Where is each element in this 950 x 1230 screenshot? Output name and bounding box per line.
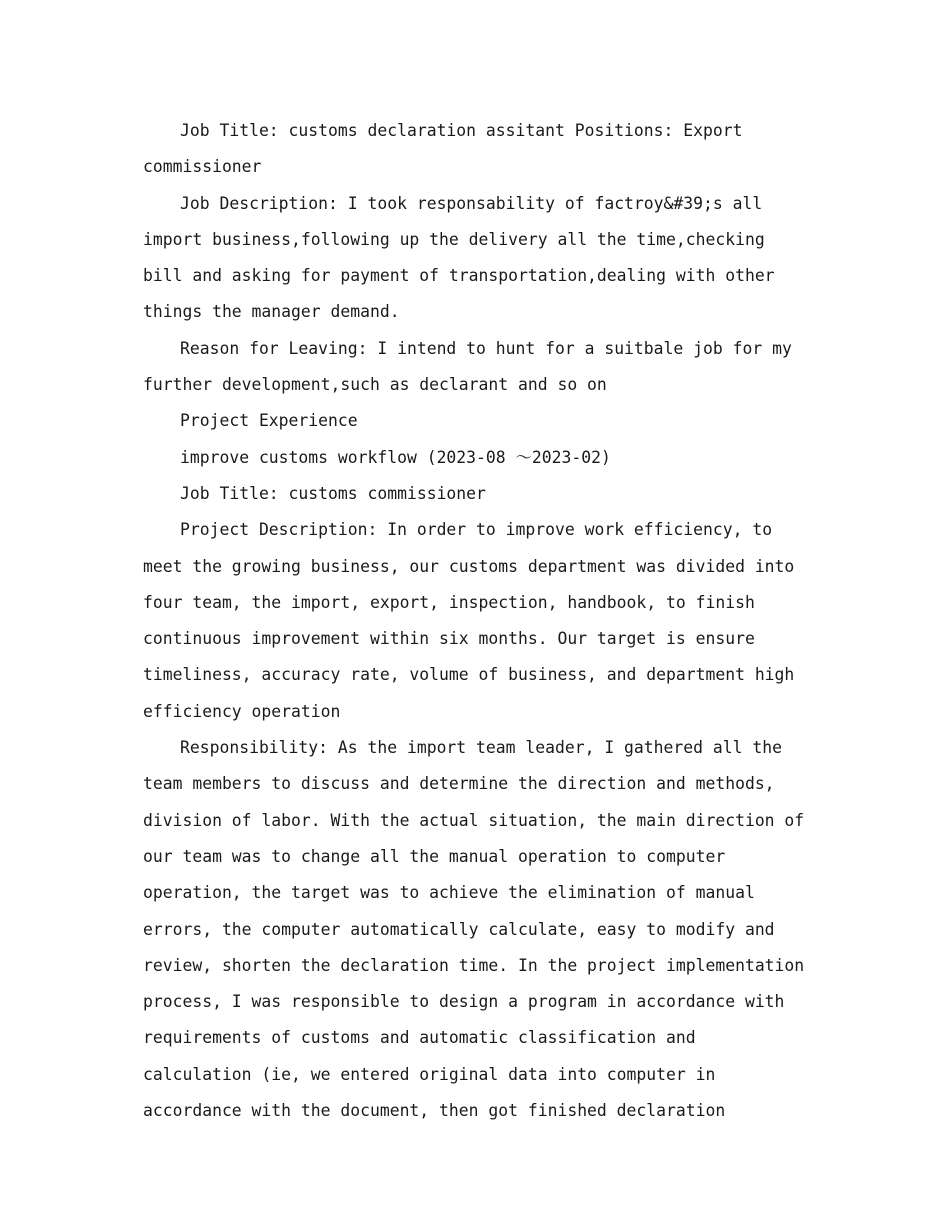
project-name-paragraph: improve customs workflow (2023-08 ～2023-02): [180, 447, 611, 467]
job-description-paragraph: Job Description: I took responsability of factroy&#39;s all import business,following up the delivery all the time,checking bill and asking for payment of transportation,dealing with other things the manager demand.: [143, 193, 775, 322]
reason-for-leaving-paragraph: Reason for Leaving: I intend to hunt for a suitbale job for my further development,such as declarant and so on: [143, 338, 792, 395]
project-experience-heading: Project Experience: [180, 411, 358, 431]
document-body: [143, 113, 813, 1129]
responsibility-paragraph: Responsibility: As the import team leader, I gathered all the team members to discuss and determine the direction and methods, division of labor. With the actual situation, the main direction of our team was to change all the manual operation to computer operation, the target was to achieve the elimination of manual errors, the computer automatically calculate, easy to modify and review, shorten the declaration time. In the project implementation process, I was responsible to design a program in accordance with requirements of customs and automatic classification and calculation (ie, we entered original data into computer in accordance with the document, then got finished declaration: [143, 738, 805, 1121]
project-job-title-paragraph: Job Title: customs commissioner: [180, 483, 486, 503]
job-title-paragraph: Job Title: customs declaration assitant Positions: Export commissioner: [143, 121, 743, 177]
project-description-paragraph: Project Description: In order to improve work efficiency, to meet the growing business, our customs department was divided into four team, the import, export, inspection, handbook, to finish continuous improvement within six months. Our target is ensure timeliness, accuracy rate, volume of business, and department high efficiency operation: [143, 520, 795, 721]
